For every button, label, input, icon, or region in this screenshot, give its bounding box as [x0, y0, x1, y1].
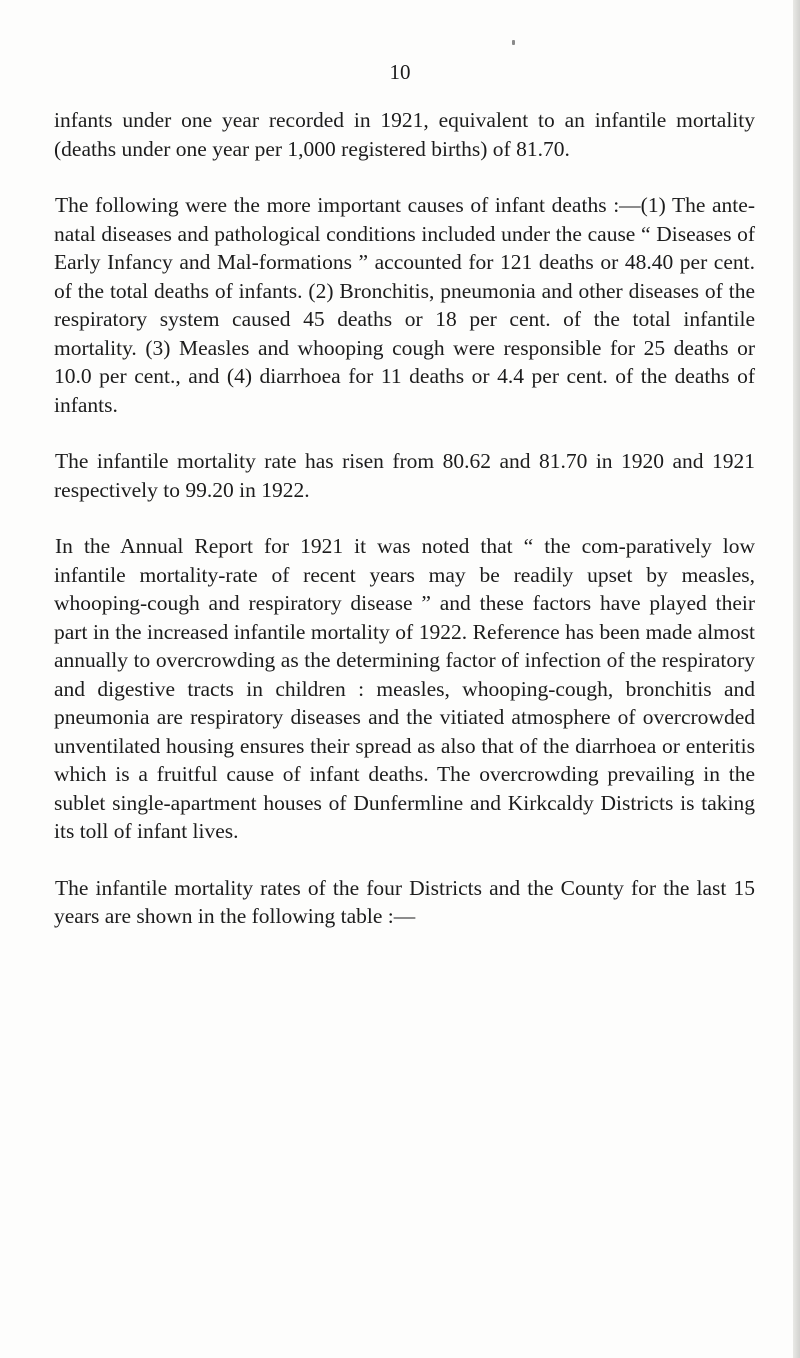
ink-mark: [512, 40, 515, 45]
body-text: [54, 106, 755, 931]
paragraph-infant-mortality-1921: infants under one year recorded in 1921, equivalent to an infantile mortality (deaths under one year per 1,000 registered births) of 81.70.: [54, 108, 755, 161]
page-number: 10: [389, 60, 411, 84]
paragraph-causes-of-infant-deaths: The following were the more important causes of infant deaths :—(1) The ante-natal diseases and pathological conditions included under the cause “ Diseases of Early Infancy and Mal-formations ” accounted for 121 deaths or 48.40 per cent. of the total deaths of infants. (2) Bronchitis, pneumonia and other diseases of the respiratory system caused 45 deaths or 18 per cent. of the total infantile mortality. (3) Measles and whooping cough were responsible for 25 deaths or 10.0 per cent., and (4) diarrhoea for 11 deaths or 4.4 per cent. of the deaths of infants.: [54, 193, 755, 417]
paragraph-table-intro: The infantile mortality rates of the four Districts and the County for the last 15 years are shown in the following table :—: [54, 875, 755, 928]
paragraph-mortality-rate-rise: The infantile mortality rate has risen from 80.62 and 81.70 in 1920 and 1921 respectively to 99.20 in 1922.: [54, 449, 755, 502]
paragraph-annual-report-overcrowding: In the Annual Report for 1921 it was noted that “ the com-paratively low infantile mortality-rate of recent years may be readily upset by measles, whooping-cough and respiratory disease ” and these factors have played their part in the increased infantile mortality of 1922. Reference has been made almost annually to overcrowding as the determining factor of infection of the respiratory and digestive tracts in children : measles, whooping-cough, bronchitis and pneumonia are respiratory diseases and the vitiated atmosphere of overcrowded unventilated housing ensures their spread as also that of the diarrhoea or enteritis which is a fruitful cause of infant deaths. The overcrowding prevailing in the sublet single-apartment houses of Dunfermline and Kirkcaldy Districts is taking its toll of infant lives.: [54, 534, 755, 843]
page-edge-shadow: [793, 0, 800, 1358]
